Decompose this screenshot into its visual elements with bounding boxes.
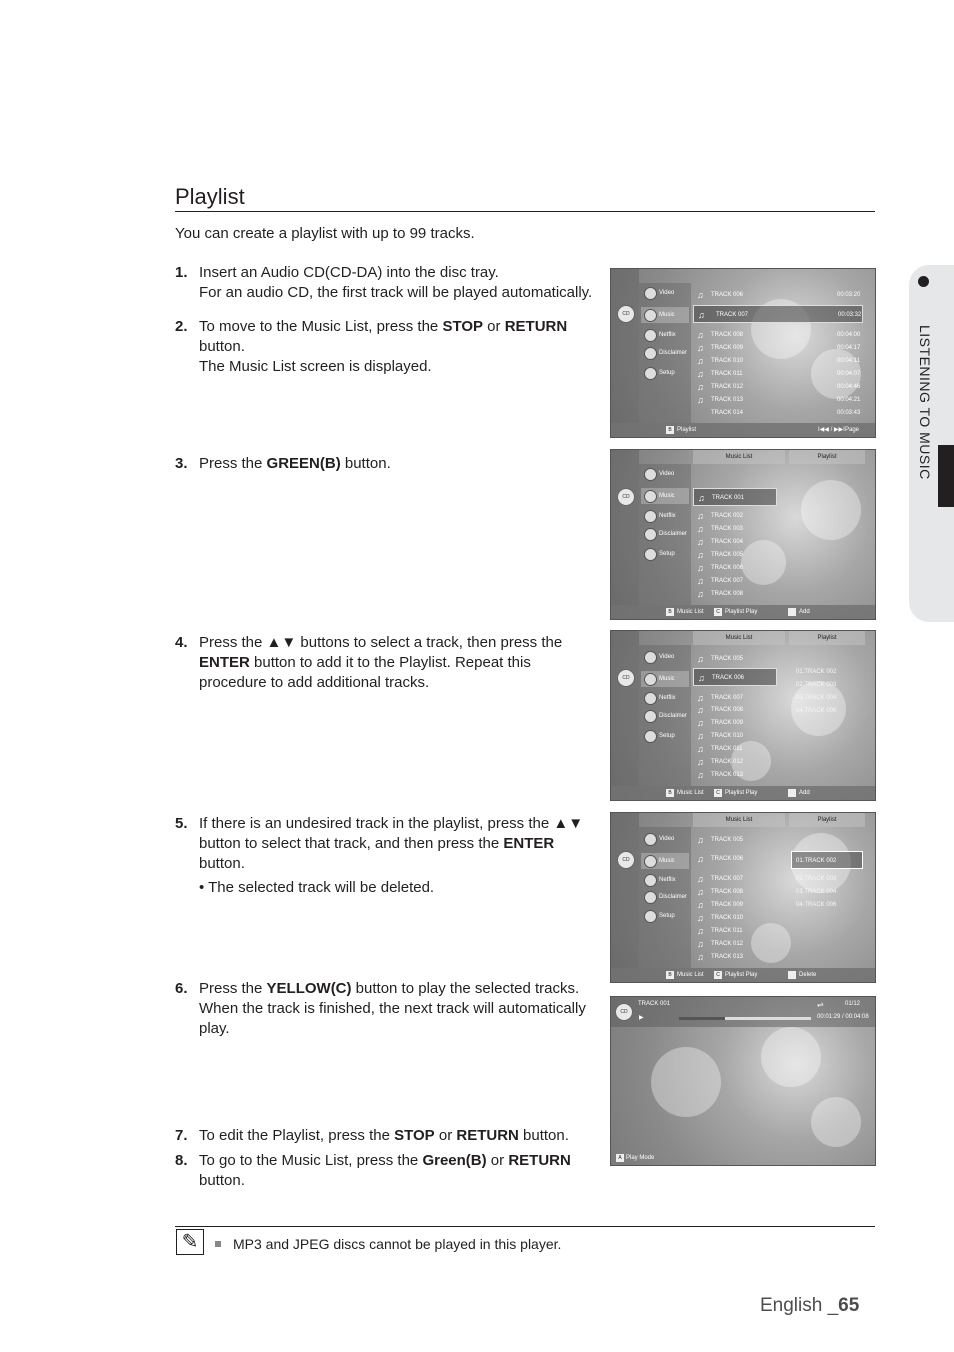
- track-row[interactable]: ♫ TRACK 011 00:04:07: [697, 369, 861, 379]
- screen-now-playing: [610, 996, 876, 1166]
- track-row[interactable]: ♫ TRACK 010: [697, 731, 744, 741]
- cd-icon: CD: [615, 1003, 633, 1021]
- disc-panel: [611, 450, 639, 605]
- step-7: 7. To edit the Playlist, press the STOP or RETURN button.: [175, 1127, 569, 1144]
- netflix-icon: [644, 510, 657, 523]
- track-row[interactable]: TRACK 014 00:03:43: [711, 410, 861, 416]
- music-list-header: Music List: [693, 813, 785, 827]
- page-title: Playlist: [175, 184, 245, 209]
- track-row[interactable]: ♫ TRACK 012: [697, 757, 744, 767]
- track-row[interactable]: ♫ TRACK 007: [697, 874, 744, 884]
- play-icon: ▶: [639, 1015, 644, 1021]
- video-icon: [644, 833, 657, 846]
- screen-footer: B Music List C Playlist Play Delete: [611, 968, 875, 982]
- track-row[interactable]: ♫ TRACK 005: [697, 654, 744, 664]
- step-3: 3. Press the GREEN(B) button.: [175, 455, 391, 472]
- setup-icon: [644, 367, 657, 380]
- track-row[interactable]: ♫ TRACK 009: [697, 718, 744, 728]
- playlist-item-selected[interactable]: 01.TRACK 002: [791, 851, 863, 869]
- music-note-icon: ♫: [697, 290, 704, 300]
- step-number: 4.: [175, 634, 188, 651]
- skip-icon: I◀◀ / ▶▶I: [818, 427, 845, 433]
- cd-icon: CD: [617, 305, 635, 323]
- menu-video[interactable]: Video: [641, 285, 689, 301]
- step-text: The Music List screen is displayed.: [199, 358, 432, 375]
- b-button-icon: B: [666, 426, 674, 434]
- menu-disclaimer[interactable]: Disclaimer: [641, 526, 689, 542]
- track-row[interactable]: ♫ TRACK 013 00:04:21: [697, 395, 861, 405]
- step-1: [175, 263, 595, 303]
- playlist-header: Playlist: [789, 631, 865, 645]
- playlist-item[interactable]: 03.TRACK 004: [796, 889, 837, 895]
- step-bullet: • The selected track will be deleted.: [199, 879, 435, 896]
- step-5: 5. If there is an undesired track in the playlist, press the ▲▼ button to select that track, and then press the ENTER button. • The selected track will be deleted.: [175, 814, 593, 898]
- screen-music-list-empty: [610, 449, 876, 620]
- track-row[interactable]: ♫ TRACK 008: [697, 887, 744, 897]
- cd-icon: CD: [617, 851, 635, 869]
- intro-text: You can create a playlist with up to 99 tracks.: [175, 225, 475, 242]
- setup-icon: [644, 730, 657, 743]
- track-row[interactable]: ♫ TRACK 008: [697, 705, 744, 715]
- d-button-icon: [788, 971, 796, 979]
- music-note-icon: ♫: [698, 310, 705, 320]
- disc-panel: [611, 813, 639, 968]
- now-playing-track: TRACK 001: [638, 1001, 671, 1007]
- d-button-icon: [788, 608, 796, 616]
- setup-icon: [644, 548, 657, 561]
- music-note-icon: ♫: [697, 343, 704, 353]
- step-text: To move to the Music List, press the STOP or RETURN button.: [199, 318, 568, 355]
- track-row[interactable]: ♫ TRACK 013: [697, 952, 744, 962]
- track-row[interactable]: ♫ TRACK 010: [697, 913, 744, 923]
- page-number: 65: [838, 1295, 860, 1316]
- menu-video[interactable]: Video: [641, 649, 689, 665]
- track-row[interactable]: ♫ TRACK 009 00:04:17: [697, 343, 861, 353]
- menu-netflix[interactable]: Netflix: [641, 872, 689, 888]
- track-row[interactable]: ♫ TRACK 011: [697, 744, 743, 754]
- menu-netflix[interactable]: Netflix: [641, 690, 689, 706]
- step-4: 4. Press the ▲▼ buttons to select a track, then press the ENTER button to add it to the Playlist. Repeat this procedure to add additional tracks.: [175, 634, 563, 691]
- playlist-item[interactable]: 04.TRACK 006: [796, 902, 837, 908]
- disclaimer-icon: [644, 891, 657, 904]
- c-button-icon: C: [714, 971, 722, 979]
- side-menu: [639, 827, 691, 968]
- step-text: Insert an Audio CD(CD-DA) into the disc tray.: [199, 264, 499, 281]
- screen-footer: A Play Mode: [611, 1151, 875, 1165]
- playlist-item[interactable]: 01.TRACK 002: [796, 669, 837, 675]
- menu-music[interactable]: Music: [641, 307, 689, 323]
- step-2: [175, 317, 595, 377]
- track-row[interactable]: ♫ TRACK 009: [697, 900, 744, 910]
- track-row-selected[interactable]: ♫ TRACK 007 00:03:32: [693, 305, 863, 323]
- track-row[interactable]: ♫ TRACK 006: [697, 854, 744, 864]
- side-tab-label: LISTENING TO MUSIC: [917, 325, 933, 480]
- track-row[interactable]: ♫ TRACK 007: [697, 693, 744, 703]
- music-icon: [644, 490, 657, 503]
- side-tab-marker: [938, 445, 954, 507]
- track-row[interactable]: ♫ TRACK 011: [697, 926, 743, 936]
- step-6: 6. Press the YELLOW(C) button to play the selected tracks. When the track is finished, the next track will automatically play.: [175, 980, 586, 1037]
- screen-playlist-delete: [610, 812, 876, 983]
- step-8: 8. To go to the Music List, press the Green(B) or RETURN button.: [175, 1152, 571, 1189]
- track-row[interactable]: ♫ TRACK 006 00:03:20: [697, 290, 861, 300]
- playlist-header: Playlist: [789, 813, 865, 827]
- video-icon: [644, 287, 657, 300]
- menu-disclaimer[interactable]: Disclaimer: [641, 889, 689, 905]
- note-text: MP3 and JPEG discs cannot be played in this player.: [233, 1236, 562, 1252]
- step-number: 7.: [175, 1127, 188, 1144]
- repeat-icon: ⇌: [817, 1000, 824, 1009]
- track-row[interactable]: ♫ TRACK 003: [697, 524, 744, 534]
- screen-footer: B Playlist I◀◀ / ▶▶I Page: [611, 423, 875, 437]
- music-list-header: Music List: [693, 631, 785, 645]
- track-row[interactable]: ♫ TRACK 005: [697, 835, 744, 845]
- menu-music[interactable]: Music: [641, 671, 689, 687]
- music-note-icon: ♫: [697, 356, 704, 366]
- step-number: 8.: [175, 1152, 188, 1169]
- track-counter: 01/12: [845, 1001, 861, 1007]
- playback-bar: [611, 997, 875, 1027]
- disclaimer-icon: [644, 347, 657, 360]
- track-row-selected[interactable]: ♫ TRACK 006: [693, 668, 777, 686]
- music-icon: [644, 309, 657, 322]
- music-note-icon: ♫: [697, 395, 704, 405]
- music-note-icon: ♫: [697, 369, 704, 379]
- b-button-icon: B: [666, 789, 674, 797]
- disc-panel: [611, 269, 639, 423]
- netflix-icon: [644, 329, 657, 342]
- music-icon: [644, 673, 657, 686]
- music-list-header: Music List: [693, 450, 785, 464]
- menu-netflix[interactable]: Netflix: [641, 508, 689, 524]
- menu-disclaimer[interactable]: Disclaimer: [641, 345, 689, 361]
- a-button-icon: A: [616, 1154, 624, 1162]
- note-bullet-icon: [215, 1241, 221, 1247]
- step-number: 2.: [175, 318, 188, 335]
- music-icon: [644, 855, 657, 868]
- track-row-selected[interactable]: ♫ TRACK 001: [693, 488, 777, 506]
- progress-track[interactable]: [679, 1017, 811, 1020]
- menu-setup[interactable]: Setup: [641, 908, 689, 924]
- track-row[interactable]: ♫ TRACK 002: [697, 511, 744, 521]
- note-rule: [175, 1226, 875, 1227]
- menu-video[interactable]: Video: [641, 466, 689, 482]
- c-button-icon: C: [714, 608, 722, 616]
- menu-disclaimer[interactable]: Disclaimer: [641, 708, 689, 724]
- track-row[interactable]: ♫ TRACK 012: [697, 939, 744, 949]
- d-button-icon: [788, 789, 796, 797]
- cd-icon: CD: [617, 669, 635, 687]
- track-row[interactable]: ♫ TRACK 007: [697, 576, 744, 586]
- track-row[interactable]: ♫ TRACK 008 00:04:00: [697, 330, 861, 340]
- note-pencil-icon: ✎: [176, 1229, 204, 1255]
- side-menu: [639, 464, 691, 605]
- step-number: 5.: [175, 815, 188, 832]
- side-menu: [639, 283, 691, 423]
- setup-icon: [644, 910, 657, 923]
- side-menu: [639, 645, 691, 786]
- menu-setup[interactable]: Setup: [641, 365, 689, 381]
- video-icon: [644, 651, 657, 664]
- b-button-icon: B: [666, 608, 674, 616]
- title-rule: [175, 211, 875, 212]
- track-row[interactable]: ♫ TRACK 005: [697, 550, 744, 560]
- side-tab-bullet-icon: [918, 276, 929, 287]
- menu-setup[interactable]: Setup: [641, 546, 689, 562]
- playlist-header: Playlist: [789, 450, 865, 464]
- progress-fill: [679, 1017, 725, 1020]
- menu-video[interactable]: Video: [641, 831, 689, 847]
- playlist-item[interactable]: 02.TRACK 003: [796, 682, 837, 688]
- menu-music[interactable]: Music: [641, 488, 689, 504]
- menu-music[interactable]: Music: [641, 853, 689, 869]
- playlist-item[interactable]: 04.TRACK 006: [796, 708, 837, 714]
- disclaimer-icon: [644, 528, 657, 541]
- step-number: 1.: [175, 264, 188, 281]
- c-button-icon: C: [714, 789, 722, 797]
- track-row[interactable]: ♫ TRACK 013: [697, 770, 744, 780]
- disclaimer-icon: [644, 710, 657, 723]
- playlist-item[interactable]: 03.TRACK 004: [796, 695, 837, 701]
- track-row[interactable]: ♫ TRACK 004: [697, 537, 744, 547]
- page-footer: English _65: [760, 1295, 860, 1316]
- video-icon: [644, 468, 657, 481]
- track-row[interactable]: ♫ TRACK 006: [697, 563, 744, 573]
- netflix-icon: [644, 874, 657, 887]
- b-button-icon: B: [666, 971, 674, 979]
- screen-footer: B Music List C Playlist Play Add: [611, 605, 875, 619]
- step-text: For an audio CD, the first track will be played automatically.: [199, 284, 593, 301]
- screen-track-list: [610, 268, 876, 438]
- music-note-icon: ♫: [697, 330, 704, 340]
- track-row[interactable]: ♫ TRACK 012 00:04:46: [697, 382, 861, 392]
- music-note-icon: ♫: [697, 382, 704, 392]
- elapsed-time: 00:01:29 / 00:04:08: [817, 1014, 869, 1020]
- playlist-item[interactable]: 02.TRACK 003: [796, 876, 837, 882]
- screen-footer: B Music List C Playlist Play Add: [611, 786, 875, 800]
- menu-netflix[interactable]: Netflix: [641, 327, 689, 343]
- netflix-icon: [644, 692, 657, 705]
- disc-panel: [611, 631, 639, 786]
- track-row[interactable]: ♫ TRACK 008: [697, 589, 744, 599]
- menu-setup[interactable]: Setup: [641, 728, 689, 744]
- step-number: 3.: [175, 455, 188, 472]
- cd-icon: CD: [617, 488, 635, 506]
- step-number: 6.: [175, 980, 188, 997]
- track-row[interactable]: ♫ TRACK 010 00:04:11: [697, 356, 860, 366]
- screen-playlist-added: [610, 630, 876, 801]
